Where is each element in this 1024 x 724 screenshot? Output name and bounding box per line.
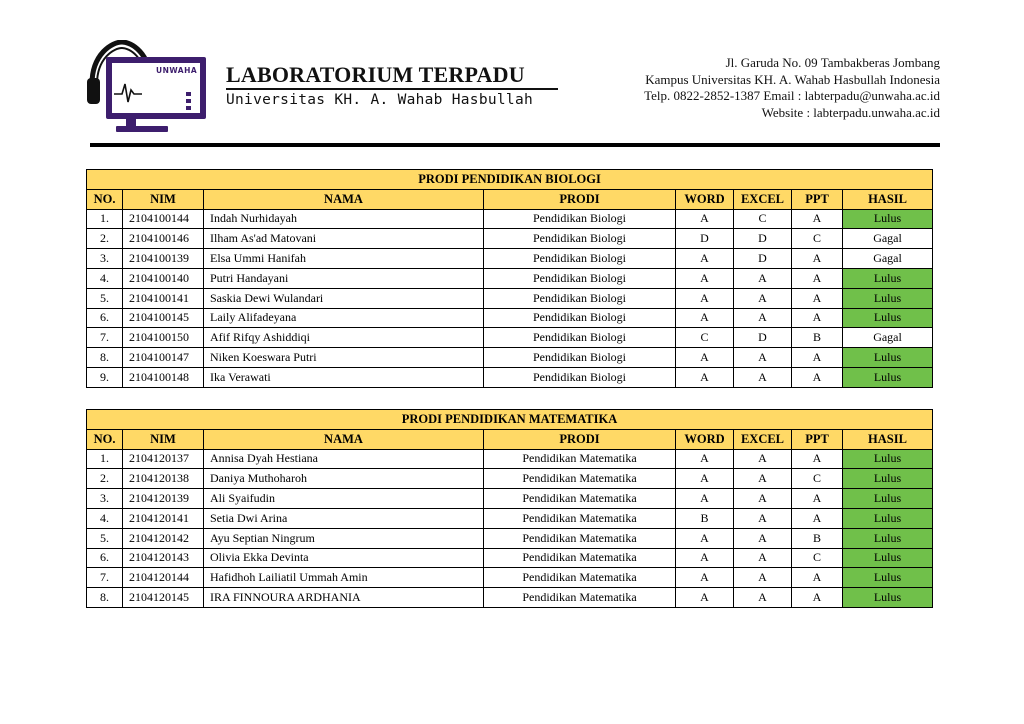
excel-grade: A [734, 568, 792, 588]
nim-cell: 2104100150 [123, 328, 204, 348]
result-cell: Lulus [843, 367, 933, 387]
table-row [87, 469, 933, 489]
word-grade: A [676, 449, 734, 469]
row-number: 8. [87, 348, 123, 368]
table-row [87, 449, 933, 469]
name-cell: Annisa Dyah Hestiana [204, 449, 484, 469]
col-no: NO. [87, 429, 123, 449]
word-grade: A [676, 568, 734, 588]
result-cell: Gagal [843, 328, 933, 348]
table-title: PRODI PENDIDIKAN BIOLOGI [87, 170, 933, 190]
table-row [87, 209, 933, 229]
result-cell: Lulus [843, 528, 933, 548]
excel-grade: A [734, 548, 792, 568]
word-grade: A [676, 348, 734, 368]
prodi-cell: Pendidikan Biologi [484, 328, 676, 348]
excel-grade: A [734, 288, 792, 308]
word-grade: A [676, 308, 734, 328]
nim-cell: 2104120138 [123, 469, 204, 489]
col-ppt: PPT [792, 429, 843, 449]
result-cell: Lulus [843, 308, 933, 328]
prodi-cell: Pendidikan Biologi [484, 348, 676, 368]
row-number: 3. [87, 489, 123, 509]
table-row [87, 348, 933, 368]
ppt-grade: A [792, 209, 843, 229]
name-cell: Afif Rifqy Ashiddiqi [204, 328, 484, 348]
contact-phone-email: Telp. 0822-2852-1387 Email : labterpadu@unwaha.ac.id [644, 88, 940, 103]
result-cell: Lulus [843, 268, 933, 288]
name-cell: Olivia Ekka Devinta [204, 548, 484, 568]
col-nim: NIM [123, 189, 204, 209]
word-grade: A [676, 469, 734, 489]
row-number: 4. [87, 268, 123, 288]
name-cell: IRA FINNOURA ARDHANIA [204, 588, 484, 608]
ppt-grade: A [792, 489, 843, 509]
prodi-cell: Pendidikan Biologi [484, 209, 676, 229]
result-cell: Lulus [843, 508, 933, 528]
word-grade: A [676, 209, 734, 229]
column-header-row [87, 189, 933, 209]
nim-cell: 2104120143 [123, 548, 204, 568]
word-grade: A [676, 588, 734, 608]
row-number: 3. [87, 249, 123, 269]
row-number: 8. [87, 588, 123, 608]
col-word: WORD [676, 429, 734, 449]
nim-cell: 2104120139 [123, 489, 204, 509]
name-cell: Ali Syaifudin [204, 489, 484, 509]
nim-cell: 2104100140 [123, 268, 204, 288]
ppt-grade: A [792, 508, 843, 528]
col-prodi: PRODI [484, 189, 676, 209]
excel-grade: A [734, 528, 792, 548]
excel-grade: D [734, 229, 792, 249]
excel-grade: A [734, 449, 792, 469]
col-excel: EXCEL [734, 429, 792, 449]
name-cell: Putri Handayani [204, 268, 484, 288]
table-row [87, 508, 933, 528]
ppt-grade: C [792, 229, 843, 249]
col-nama: NAMA [204, 189, 484, 209]
table-row [87, 328, 933, 348]
table-row [87, 588, 933, 608]
ppt-grade: B [792, 328, 843, 348]
excel-grade: A [734, 489, 792, 509]
col-ppt: PPT [792, 189, 843, 209]
result-cell: Lulus [843, 348, 933, 368]
prodi-cell: Pendidikan Biologi [484, 288, 676, 308]
nim-cell: 2104120137 [123, 449, 204, 469]
name-cell: Hafidhoh Lailiatil Ummah Amin [204, 568, 484, 588]
lab-title: LABORATORIUM TERPADU [226, 62, 525, 87]
name-cell: Ilham As'ad Matovani [204, 229, 484, 249]
result-cell: Lulus [843, 469, 933, 489]
word-grade: A [676, 288, 734, 308]
nim-cell: 2104100145 [123, 308, 204, 328]
table-row [87, 229, 933, 249]
table-row [87, 367, 933, 387]
name-cell: Daniya Muthoharoh [204, 469, 484, 489]
nim-cell: 2104100144 [123, 209, 204, 229]
biology-results-table [86, 169, 933, 388]
excel-grade: A [734, 367, 792, 387]
name-cell: Setia Dwi Arina [204, 508, 484, 528]
prodi-cell: Pendidikan Biologi [484, 367, 676, 387]
contact-website: Website : labterpadu.unwaha.ac.id [761, 104, 940, 120]
result-cell: Lulus [843, 568, 933, 588]
contact-block [644, 55, 940, 121]
word-grade: A [676, 548, 734, 568]
word-grade: A [676, 489, 734, 509]
result-cell: Lulus [843, 588, 933, 608]
excel-grade: A [734, 268, 792, 288]
contact-campus: Kampus Universitas KH. A. Wahab Hasbullah Indonesia [645, 71, 940, 87]
row-number: 2. [87, 469, 123, 489]
result-cell: Lulus [843, 548, 933, 568]
row-number: 5. [87, 288, 123, 308]
prodi-cell: Pendidikan Biologi [484, 229, 676, 249]
excel-grade: C [734, 209, 792, 229]
logo-text: UNWAHA [156, 66, 198, 75]
title-underline [226, 88, 558, 90]
word-grade: C [676, 328, 734, 348]
row-number: 6. [87, 548, 123, 568]
table-row [87, 268, 933, 288]
row-number: 7. [87, 568, 123, 588]
col-prodi: PRODI [484, 429, 676, 449]
column-header-row [87, 429, 933, 449]
excel-grade: A [734, 469, 792, 489]
word-grade: B [676, 508, 734, 528]
result-cell: Lulus [843, 209, 933, 229]
excel-grade: D [734, 328, 792, 348]
table-row [87, 489, 933, 509]
name-cell: Laily Alifadeyana [204, 308, 484, 328]
word-grade: A [676, 268, 734, 288]
col-no: NO. [87, 189, 123, 209]
table-row [87, 249, 933, 269]
prodi-cell: Pendidikan Biologi [484, 249, 676, 269]
row-number: 5. [87, 528, 123, 548]
prodi-cell: Pendidikan Matematika [484, 449, 676, 469]
result-cell: Lulus [843, 288, 933, 308]
prodi-cell: Pendidikan Matematika [484, 469, 676, 489]
table-title: PRODI PENDIDIKAN MATEMATIKA [87, 410, 933, 430]
contact-address: Jl. Garuda No. 09 Tambakberas Jombang [725, 55, 940, 70]
row-number: 9. [87, 367, 123, 387]
table-row [87, 568, 933, 588]
excel-grade: A [734, 508, 792, 528]
name-cell: Saskia Dewi Wulandari [204, 288, 484, 308]
nim-cell: 2104100139 [123, 249, 204, 269]
nim-cell: 2104100146 [123, 229, 204, 249]
ppt-grade: A [792, 268, 843, 288]
ppt-grade: B [792, 528, 843, 548]
nim-cell: 2104100141 [123, 288, 204, 308]
nim-cell: 2104120141 [123, 508, 204, 528]
table-row [87, 308, 933, 328]
prodi-cell: Pendidikan Biologi [484, 308, 676, 328]
col-nama: NAMA [204, 429, 484, 449]
nim-cell: 2104100147 [123, 348, 204, 368]
col-word: WORD [676, 189, 734, 209]
ppt-grade: C [792, 548, 843, 568]
row-number: 6. [87, 308, 123, 328]
prodi-cell: Pendidikan Matematika [484, 568, 676, 588]
name-cell: Niken Koeswara Putri [204, 348, 484, 368]
ppt-grade: A [792, 348, 843, 368]
table-row [87, 548, 933, 568]
lab-subtitle: Universitas KH. A. Wahab Hasbullah [226, 92, 534, 108]
ppt-grade: A [792, 308, 843, 328]
table-row [87, 528, 933, 548]
result-cell: Gagal [843, 249, 933, 269]
word-grade: A [676, 249, 734, 269]
nim-cell: 2104120142 [123, 528, 204, 548]
col-nim: NIM [123, 429, 204, 449]
ppt-grade: A [792, 588, 843, 608]
prodi-cell: Pendidikan Matematika [484, 508, 676, 528]
word-grade: A [676, 528, 734, 548]
excel-grade: D [734, 249, 792, 269]
col-hasil: HASIL [843, 189, 933, 209]
excel-grade: A [734, 348, 792, 368]
headphones-monitor-logo-icon [86, 40, 210, 132]
name-cell: Indah Nurhidayah [204, 209, 484, 229]
result-cell: Lulus [843, 449, 933, 469]
row-number: 1. [87, 449, 123, 469]
prodi-cell: Pendidikan Matematika [484, 528, 676, 548]
name-cell: Ayu Septian Ningrum [204, 528, 484, 548]
ppt-grade: A [792, 367, 843, 387]
nim-cell: 2104100148 [123, 367, 204, 387]
name-cell: Ika Verawati [204, 367, 484, 387]
prodi-cell: Pendidikan Matematika [484, 588, 676, 608]
ppt-grade: A [792, 249, 843, 269]
col-hasil: HASIL [843, 429, 933, 449]
excel-grade: A [734, 588, 792, 608]
table-row [87, 288, 933, 308]
math-results-table [86, 409, 933, 608]
word-grade: A [676, 367, 734, 387]
ppt-grade: C [792, 469, 843, 489]
ppt-grade: A [792, 288, 843, 308]
row-number: 1. [87, 209, 123, 229]
prodi-cell: Pendidikan Matematika [484, 548, 676, 568]
row-number: 2. [87, 229, 123, 249]
prodi-cell: Pendidikan Biologi [484, 268, 676, 288]
nim-cell: 2104120144 [123, 568, 204, 588]
result-cell: Gagal [843, 229, 933, 249]
name-cell: Elsa Ummi Hanifah [204, 249, 484, 269]
word-grade: D [676, 229, 734, 249]
header-divider [90, 143, 940, 147]
nim-cell: 2104120145 [123, 588, 204, 608]
result-cell: Lulus [843, 489, 933, 509]
ppt-grade: A [792, 568, 843, 588]
row-number: 7. [87, 328, 123, 348]
prodi-cell: Pendidikan Matematika [484, 489, 676, 509]
excel-grade: A [734, 308, 792, 328]
ppt-grade: A [792, 449, 843, 469]
letterhead [0, 0, 1024, 150]
col-excel: EXCEL [734, 189, 792, 209]
row-number: 4. [87, 508, 123, 528]
